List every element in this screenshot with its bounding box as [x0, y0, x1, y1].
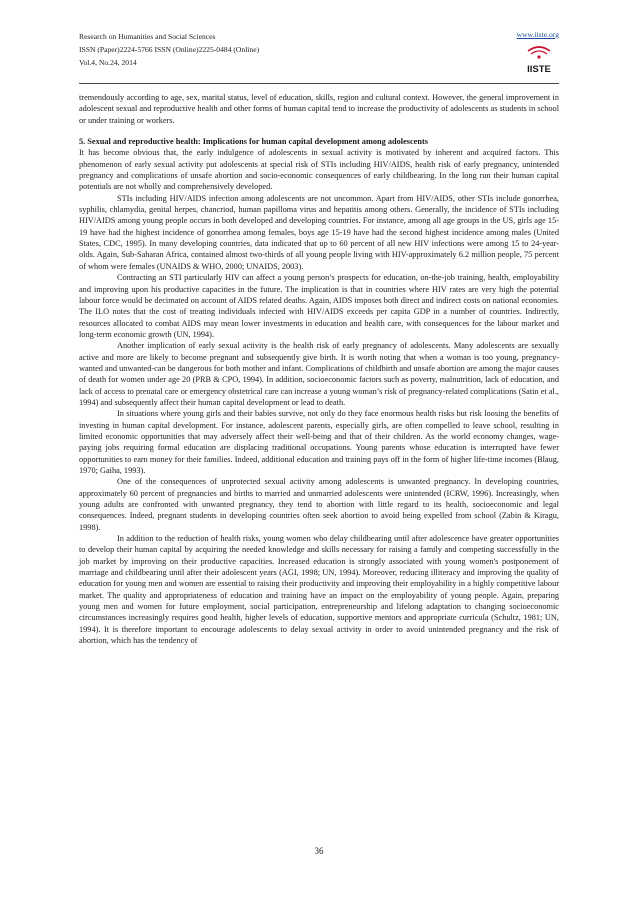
- logo-wordmark: IISTE: [527, 64, 551, 75]
- intro-paragraph: tremendously according to age, sex, marital status, level of education, skills, region and cultural context. However, the general improvement in adolescent sexual and reproductive health and other forms of human capital tend to increase the productivity of adolescents as students in school or under training or workers.: [79, 93, 559, 125]
- journal-header: [79, 30, 259, 69]
- paragraph-4: Another implication of early sexual activity is the health risk of early pregnancy of adolescents. Many adolescents are sexually active and more are likely to become pregnant and subsequently give birth. It is worth noting that when a woman is too young, pregnancy-wanted and unwanted-can be dangerous for both mother and infant. Complications of childbirth and unsafe abortion are among the major causes of death for women under age 20 (PRB & CPO, 1994). In addition, socioeconomic factors such as poverty, malnutrition, lack of education, and lack of access to prenatal care or emergency obstetrical care can increase a young woman’s risk of pregnancy-related complications (Satin et al., 1994) and subsequently affect their human capital development or lead to death.: [79, 341, 559, 407]
- paragraph-3: Contracting an STI particularly HIV can affect a young person’s prospects for education, on-the-job training, health, employability and improving upon his productive capacities in the future. The implication is that in countries where HIV rates are very high the potential labour force would be decimated on account of AIDS related deaths. Again, AIDS imposes both direct and indirect costs on national economies. The ILO notes that the cost of treating individuals infected with HIV/AIDS exceeds per capita GDP in a number of countries. Indirectly, resources allocated to combat AIDS may mean lower investments in education and health care, with consequences for the labour market and long-term economic growth (UN, 1994).: [79, 273, 559, 339]
- page-number: 36: [314, 846, 324, 856]
- section-heading: 5. Sexual and reproductive health: Implications for human capital development among adolescents: [79, 137, 428, 147]
- article-body: [79, 92, 559, 647]
- iiste-logo-icon: [524, 45, 554, 77]
- journal-url-link[interactable]: www.iiste.org: [516, 30, 559, 39]
- paragraph-2: STIs including HIV/AIDS infection among adolescents are not uncommon. Apart from HIV/AIDS, other STIs include gonorrhea, syphilis, chlamydia, genital herpes, chancriod, human papilloma virus and hepatitis among others. Generally, the incidence of STIs including HIV/AIDS among young people occurs in both developed and developing countries. For instance, among all age groups in the US, girls age 15-19 have had the highest incidence of gonorrhea among females, boys age 15-19 have had the second highest incidence among males (United States, CDC, 1995). In many developing countries, data indicated that up to 60 percent of all new HIV infections were among 15 to 24-year-olds. Again, Sub-Saharan Africa, contained almost two-thirds of all young people living with HIV-approximately 6.2 million people, 75 percent of whom were females (UNAIDS & WHO, 2000; UNAIDS, 2003).: [79, 193, 559, 271]
- journal-volume: Vol.4, No.24, 2014: [79, 58, 137, 67]
- journal-title: Research on Humanities and Social Sciences: [79, 32, 216, 41]
- header-rule: [79, 83, 559, 84]
- paragraph-5: In situations where young girls and their babies survive, not only do they face enormous health risks but risk loosing the benefits of investing in human capital development. For instance, adolescent parents, especially girls, are often compelled to leave school, resulting in limited economic opportunities that may adversely affect their well-being and that of their children. As the world economy changes, wage-paying jobs requiring formal education are displacing traditional occupations. Young parents whose education is interrupted have fewer opportunities to earn money for their families. Indeed, additional education and training pays off in the form of higher life-time incomes (Blaug, 1970; Gaiha, 1993).: [79, 409, 559, 475]
- journal-issn: ISSN (Paper)2224-5766 ISSN (Online)2225-0484 (Online): [79, 45, 260, 54]
- paragraph-6: One of the consequences of unprotected sexual activity among adolescents is unwanted pregnancy. In developing countries, approximately 60 percent of pregnancies and births to married and unmarried adolescents were unintended (ICRW, 1996). Increasingly, when young adults are confronted with unwanted pregnancy, they tend to abortion with little regard to its health, socioeconomic and legal consequences. Indeed, pregnant students in developing countries often seek abortion to avoid being expelled from school (Zabin & Kiragu, 1998).: [79, 477, 559, 532]
- paragraph-1: It has become obvious that, the early indulgence of adolescents in sexual activity is motivated by inherent and acquired factors. This phenomenon of early sexual activity put adolescents at special risk of STIs including HIV/AIDS, health risk of early pregnancy, unintended pregnancy and complications of unsafe abortion and socio-economic consequences of early childbearing. In the long run their human capital potentials are not wholly and comprehensively developed.: [79, 148, 559, 192]
- paragraph-7: In addition to the reduction of health risks, young women who delay childbearing until after adolescence have greater opportunities to develop their human capital by acquiring the needed knowledge and skills necessary for raising a family and competing successfully in the job market by improving on their productive capacities. Increased education is strongly associated with young women's postponement of marriage and childbearing until after their adolescent years (AGI, 1998; UN, 1994). Moreover, reducing illiteracy and improving the quality of education for young men and women are essential to raising their productivity and improving their employability in a highly competitive labour market. The quality and appropriateness of education and training have an impact on the employability of young people. Again, preparing young men and women for future employment, social participation, entrepreneurship and lifelong adaptation to changing socioeconomic circumstances increasingly requires good health, higher levels of education, supportive mentors and appropriate curricula (Schultz, 1981; UN, 1994). It is therefore important to encourage adolescents to delay sexual activity in order to avoid unintended pregnancy and the risk of abortion, which has the tendency of: [79, 534, 559, 646]
